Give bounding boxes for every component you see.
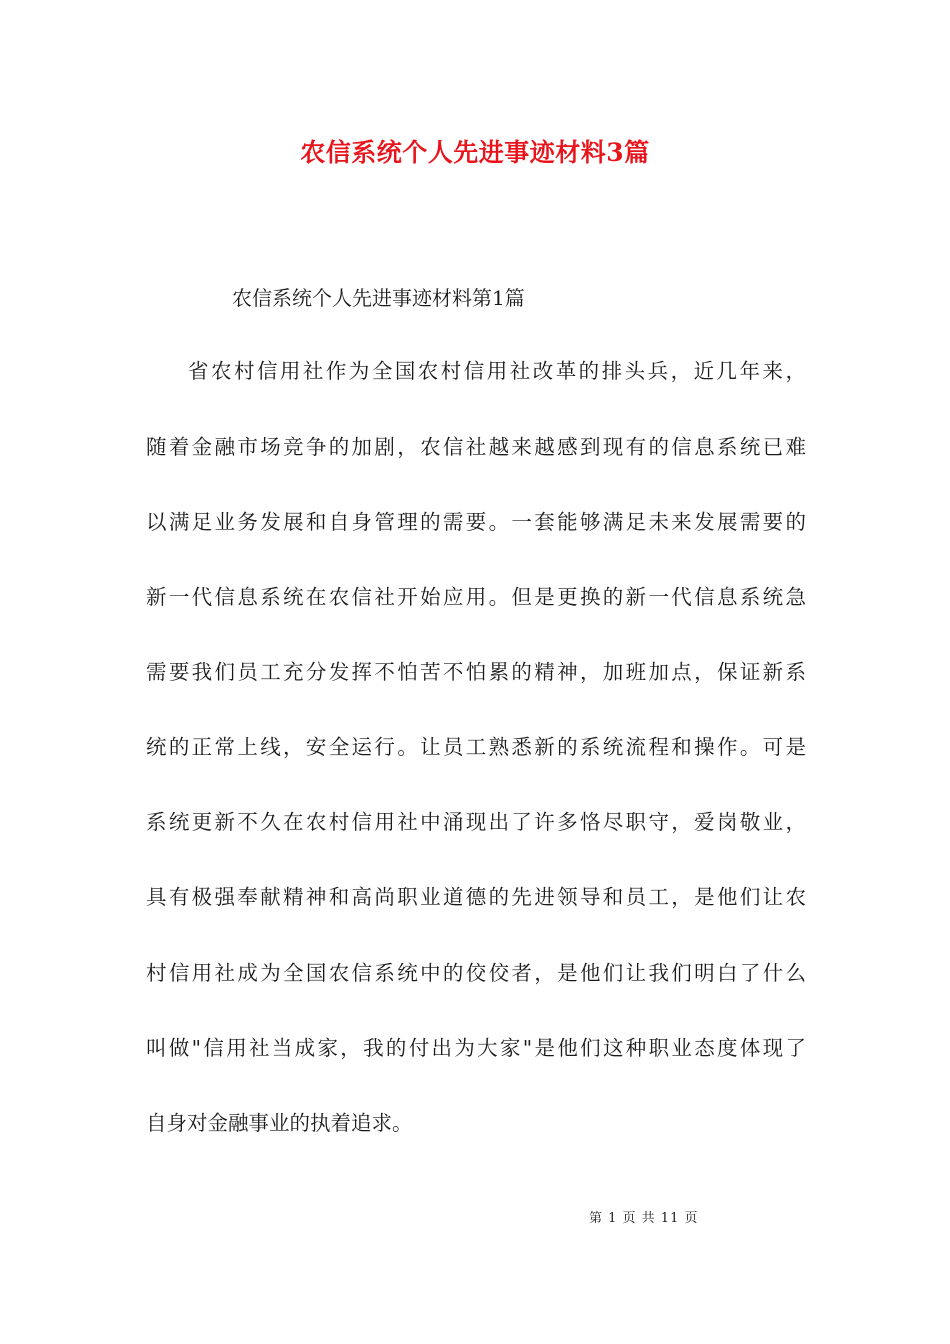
document-title: 农信系统个人先进事迹材料3篇 — [300, 138, 650, 167]
body-line: 需要我们员工充分发挥不怕苦不怕累的精神，加班加点，保证新系 — [146, 660, 806, 684]
body-line: 村信用社成为全国农信系统中的佼佼者，是他们让我们明白了什么 — [146, 961, 806, 985]
body-line: 随着金融市场竞争的加剧，农信社越来越感到现有的信息系统已难 — [146, 435, 806, 459]
body-line: 统的正常上线，安全运行。让员工熟悉新的系统流程和操作。可是 — [146, 735, 806, 759]
body-line: 以满足业务发展和自身管理的需要。一套能够满足未来发展需要的 — [146, 510, 806, 534]
body-line: 自身对金融事业的执着追求。 — [146, 1111, 413, 1135]
body-line: 系统更新不久在农村信用社中涌现出了许多恪尽职守，爱岗敬业， — [146, 810, 806, 834]
body-line: 省农村信用社作为全国农村信用社改革的排头兵，近几年来， — [188, 359, 806, 383]
body-line: 叫做"信用社当成家，我的付出为大家"是他们这种职业态度体现了 — [146, 1036, 806, 1060]
page-footer: 第 1 页 共 11 页 — [589, 1211, 699, 1226]
body-line: 具有极强奉献精神和高尚职业道德的先进领导和员工，是他们让农 — [146, 885, 806, 909]
section-heading: 农信系统个人先进事迹材料第1篇 — [232, 286, 525, 310]
body-line: 新一代信息系统在农信社开始应用。但是更换的新一代信息系统急 — [146, 585, 806, 609]
